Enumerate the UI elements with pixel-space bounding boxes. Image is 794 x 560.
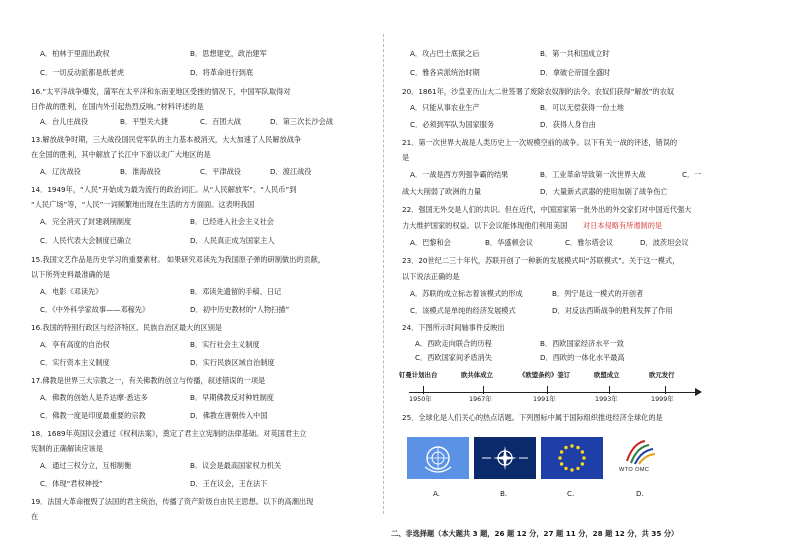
q16-option-d: D．第三次长沙会战 [270,117,334,126]
q18-option-d: D．王在议会，王在法下 [190,479,268,488]
timeline-tick-3 [547,386,548,394]
eu-flag-icon [541,437,603,479]
q16-option-c: C．百团大战 [200,117,241,126]
q25-option-d: D. [636,489,644,498]
q23-option-d: D．对反法西斯战争的胜利发挥了作用 [552,306,673,315]
wto-logo-icon [623,439,657,465]
timeline-tick-1 [423,386,424,394]
q22-option-b: B．华盛顿会议 [485,238,534,247]
q14-stem-2: “人民广场”等，“人民”一词频繁地出现在生活的方方面面。这表明我国 [31,200,255,209]
q17-option-b: B．早期佛教反对种姓制度 [190,393,274,402]
q21-option-d: D．大量新式武器的使用加剧了战争伤亡 [540,187,668,196]
q14-option-c: C．人民代表大会制度已确立 [40,236,132,245]
q22-option-d: D．波茨坦会议 [640,238,689,247]
q16-stem-1: 16.“太平洋战争爆发，蒲军在太平洋和东南亚地区受挫的情况下，中国军队取得对 [31,87,291,96]
timeline-axis [409,392,699,393]
q13-option-d: D．渡江战役 [270,167,312,176]
q19-option-b: B．第一共和国成立时 [540,49,610,58]
q14-stem-1: 14．1949年，“人民”开始成为最为流行的政治词汇。从“人民解放军”、“人民币”到 [31,185,297,194]
q25-option-a: A. [433,489,441,498]
q17-option-c: C．佛教一度是印度最重要的宗教 [40,411,146,420]
q15-option-c: C．一切反动派都是纸老虎 [40,68,125,77]
q21-option-b: B．工业革命导致第一次世界大战 [540,170,646,179]
q19-option-d: D．拿破仑帝国全盛时 [540,68,611,77]
wto-logo [609,437,671,479]
timeline-year-5: 1999年 [651,395,674,403]
eu-timeline [399,371,699,404]
q23-stem-2: 以下说法正确的是 [402,272,460,281]
timeline-year-4: 1993年 [595,395,618,403]
q15b-stem-2: 以下所列史料最准确的是 [31,270,111,279]
timeline-arrow-icon [695,388,702,396]
q18-option-b: B．议会是最高国家权力机关 [190,461,282,470]
timeline-tick-5 [665,386,666,394]
timeline-tick-4 [609,386,610,394]
q19-stem-1: 19．法国大革命摧毁了法国的君主统治，传播了资产阶级自由民主思想。以下的高潮出现 [31,497,314,506]
q13-option-c: C．平津战役 [200,167,241,176]
q16b-option-a: A．享有高度的自治权 [40,340,110,349]
timeline-event-5: 欧元发行 [649,371,675,379]
q15b-option-c: C．《中外科学家故事——邓稼先》 [40,305,150,314]
q16-option-a: A．台儿庄战役 [40,117,89,126]
q20-option-d: D．获得人身自由 [540,120,596,129]
wto-logo-text: WTO OMC [619,467,650,473]
q23-option-a: A．苏联的成立标志着该模式的形成 [410,289,523,298]
q22-stem-2: 力大维护国家的权益。以下会议能体现他们利用美国 [402,221,568,230]
column-divider [383,34,384,514]
q20-option-c: C．必须到军队为国家服务 [410,120,495,129]
q16b-option-b: B．实行社会主义制度 [190,340,260,349]
q25-option-c: C. [567,489,575,498]
q21-stem-1: 21．第一次世界大战是人类历史上一次规模空前的战争。以下有关一战的评述，错误的 [402,138,678,147]
q14-option-b: B．已经进入社会主义社会 [190,217,274,226]
q15-option-b: B．思想建党，政治建军 [190,49,267,58]
timeline-year-2: 1967年 [469,395,492,403]
q13-stem-2: 在全国的胜利，其中解放了长江中下游以北广大地区的是 [31,150,211,159]
q21-option-a: A．一战是西方列强争霸的结果 [410,170,509,179]
q23-stem-1: 23．20世纪二三十年代，苏联开创了一种新的发展模式叫“苏联模式”。关于这一模式， [402,256,680,265]
q23-option-c: C．该模式是单纯的经济发展模式 [410,306,516,315]
q18-stem-2: 宪制的正确解读应该是 [31,444,103,453]
q18-option-c: C．体现“君权神授” [40,479,103,488]
q17-option-a: A．佛教的创始人是乔达摩·悉达多 [40,393,148,402]
timeline-year-3: 1991年 [533,395,556,403]
q21-option-c-start: C．一 [682,170,702,179]
timeline-year-1: 1950年 [409,395,432,403]
q22-stem-1: 22．强国无外交是人们的共识。但在近代，中国国家第一批外出的外交家们对中国近代强大 [402,205,692,214]
q14-option-d: D．人民真正成为国家主人 [190,236,275,245]
q15b-stem-1: 15.我国文艺作品是历史学习的重要素材。 如果研究邓读先为我国原子弹的研制做出的贡献， [31,255,326,264]
q15b-option-b: B．邓读先遗留的手稿、日记 [190,287,282,296]
q16b-option-d: D．实行民族区域自治制度 [190,358,275,367]
q18-option-a: A．通过三权分立，互相制衡 [40,461,132,470]
q17-stem: 17.佛教是世界三大宗教之一，有关佛教的创立与传播，叙述错误的一项是 [31,376,266,385]
q20-option-a: A．只能从事农业生产 [410,103,480,112]
q25-option-b: B. [500,489,508,498]
q24-option-c: C．西欧国家间矛盾消失 [415,353,492,362]
q17-option-d: D．佛教在唐朝传入中国 [190,411,268,420]
nato-flag-icon [474,437,536,479]
q16b-stem: 16.我国的特别行政区与经济特区、民族自治区最大的区别是 [31,323,223,332]
q19-option-a: A．攻占巴士底狱之后 [410,49,480,58]
q16b-option-c: C．实行资本主义制度 [40,358,110,367]
q22-option-c: C．雅尔塔会议 [565,238,614,247]
q21-stem-2: 是 [402,153,410,162]
q24-option-b: B．西欧国家经济水平一致 [540,339,624,348]
q24-option-a: A．西欧走向联合的历程 [415,339,492,348]
q19-stem-2: 在 [31,512,39,521]
q24-stem: 24．下图所示时间轴事件反映出 [402,323,505,332]
timeline-tick-2 [483,386,484,394]
timeline-event-4: 欧盟成立 [594,371,620,379]
q13-option-b: B．淮海战役 [120,167,161,176]
q24-option-d: D．西欧的一体化水平最高 [540,353,625,362]
q15-option-d: D．将革命进行到底 [190,68,254,77]
q22-option-a: A．巴黎和会 [410,238,451,247]
q13-stem-1: 13.解放战争时期，三大战役国民党军队的主力基本被消灭，大大加速了人民解放战争 [31,135,302,144]
un-flag-icon [407,437,469,479]
q14-option-a: A．完全消灭了封建剥削制度 [40,217,132,226]
q16-stem-2: 日作战的胜利，在国内外引起热烈反响。”材料评述的是 [31,102,204,111]
q20-stem: 20．1861年，沙皇亚历山大二世签署了废除农奴制的法令。农奴们获得“解放”的农奴 [402,87,675,96]
section-two-heading: 二、非选择题（本大题共 3 题，26 题 12 分，27 题 11 分，28 题 12 分，共 35 分） [391,529,679,538]
timeline-event-3: 《欧盟条约》签订 [519,371,571,379]
q15b-option-a: A．电影《邓读先》 [40,287,103,296]
timeline-event-2: 欧共体成立 [461,371,493,379]
q21-option-c-cont: 战大大削弱了欧洲的力量 [402,187,482,196]
q18-stem-1: 18．1689年英国议会通过《权利法案》，奠定了君主立宪制的法律基础。对英国君主立 [31,429,307,438]
q13-option-a: A．辽沈战役 [40,167,81,176]
q22-stem-highlight: 对日本侵略有所遏制的是 [583,221,663,230]
q20-option-b: B．可以无偿获得一份土地 [540,103,624,112]
q19-option-c: C．雅各宾派统治时期 [410,68,480,77]
timeline-event-1: 钉曼计划出台 [399,371,438,379]
q15b-option-d: D．初中历史教材的“人物扫描” [190,305,290,314]
q23-option-b: B．列宁是这一模式的开创者 [552,289,644,298]
q15-option-a: A．柏林于里面出政权 [40,49,110,58]
q25-stem: 25．全球化是人们关心的热点话题。下列图标中属于国际组织推进经济全球化的是 [402,413,663,422]
q16-option-b: B．平型关大捷 [120,117,169,126]
